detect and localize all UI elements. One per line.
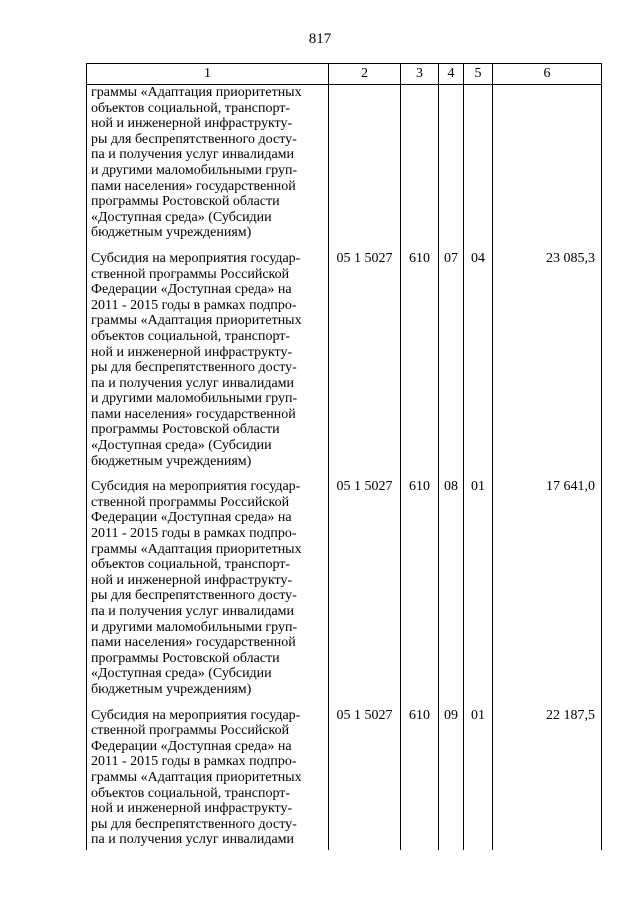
row-pr: 04: [464, 243, 493, 471]
row-rz: 07: [439, 243, 464, 471]
header-col-2: 2: [329, 64, 401, 85]
header-col-4: 4: [439, 64, 464, 85]
row-csr: 05 1 5027: [329, 243, 401, 471]
row-rz: 09: [439, 700, 464, 850]
row-description: Субсидия на мероприятия государ- ственной программы Российской Федерации «Доступная среда» на 2011 - 2015 годы в рамках подпро- граммы «Адаптация приоритетных объектов социальной, транспорт- ной и инженерной инфраструкту- ры для беспрепятственного досту- па и получения услуг инвалидами и другими маломобильными груп- пами населения» государственной программы Ростовской области «Доступная среда» (Субсидии бюджетным учреждениям): [87, 243, 329, 471]
row-csr: 05 1 5027: [329, 471, 401, 699]
table-row: [87, 243, 602, 471]
row-amount: 23 085,3: [493, 243, 602, 471]
row-description: Субсидия на мероприятия государ- ственной программы Российской Федерации «Доступная среда» на 2011 - 2015 годы в рамках подпро- граммы «Адаптация приоритетных объектов социальной, транспорт- ной и инженерной инфраструкту- ры для беспрепятственного досту- па и получения услуг инвалидами и другими маломобильными груп- пами населения» государственной программы Ростовской области «Доступная среда» (Субсидии бюджетным учреждениям): [87, 471, 329, 699]
row-pr: 01: [464, 471, 493, 699]
header-col-1: 1: [87, 64, 329, 85]
table-row: [87, 471, 602, 699]
header-col-3: 3: [401, 64, 439, 85]
row-vr: 610: [401, 700, 439, 850]
table-row-continuation: [87, 85, 602, 243]
row-description: граммы «Адаптация приоритетных объектов социальной, транспорт- ной и инженерной инфраструкту- ры для беспрепятственного досту- па и получения услуг инвалидами и другими маломобильными груп- пами населения» государственной программы Ростовской области «Доступная среда» (Субсидии бюджетным учреждениям): [87, 85, 329, 243]
table-row: [87, 700, 602, 850]
row-csr: 05 1 5027: [329, 700, 401, 850]
row-amount: 17 641,0: [493, 471, 602, 699]
page-number: 817: [308, 31, 332, 47]
row-amount: 22 187,5: [493, 700, 602, 850]
budget-table: [86, 63, 602, 850]
header-col-6: 6: [493, 64, 602, 85]
row-description: Субсидия на мероприятия государ- ственной программы Российской Федерации «Доступная среда» на 2011 - 2015 годы в рамках подпро- граммы «Адаптация приоритетных объектов социальной, транспорт- ной и инженерной инфраструкту- ры для беспрепятственного досту- па и получения услуг инвалидами: [87, 700, 329, 850]
header-col-5: 5: [464, 64, 493, 85]
row-vr: 610: [401, 471, 439, 699]
table-header-row: [87, 64, 602, 85]
row-vr: 610: [401, 243, 439, 471]
row-pr: 01: [464, 700, 493, 850]
row-rz: 08: [439, 471, 464, 699]
